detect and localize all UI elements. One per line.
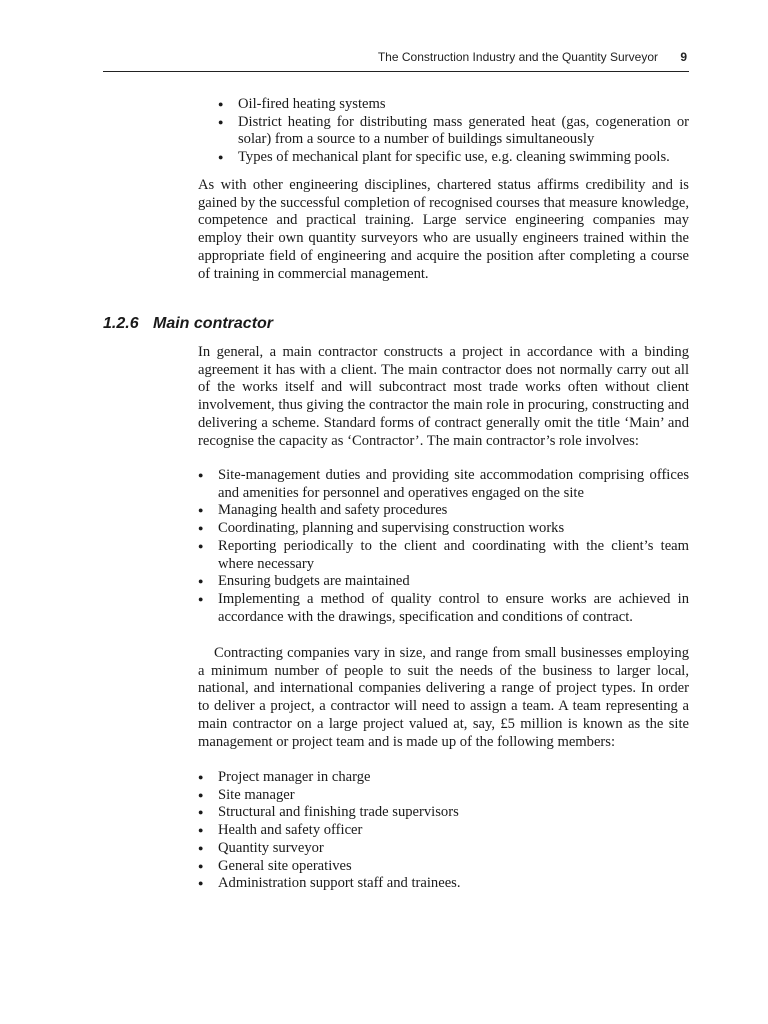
- page-number: 9: [680, 50, 687, 64]
- list-item: ● Implementing a method of quality control to ensure works are achieved in accordance with the drawings, specification and conditions of contract.: [198, 591, 689, 626]
- list-item: ● Oil-fired heating systems: [218, 96, 689, 114]
- contractor-role-list: [198, 467, 689, 626]
- running-title: The Construction Industry and the Quantity Surveyor: [377, 50, 658, 64]
- list-item: ● Managing health and safety procedures: [198, 502, 689, 520]
- section-heading: [103, 315, 273, 333]
- main-contractor-paragraph: In general, a main contractor constructs a project in accordance with a binding agreement it has with a client. The main contractor does not normally carry out all of the works itself and will subcontract most trade works often without client involvement, thus giving the contractor the main role in procuring, constructing and delivering a scheme. Standard forms of contract generally omit the title ‘Main’ and recognise the capacity as ‘Contractor’. The main contractor’s role involves:: [198, 344, 689, 449]
- list-item: ● Structural and finishing trade supervisors: [198, 804, 689, 822]
- engineering-paragraph: As with other engineering disciplines, chartered status affirms credibility and is gained by the successful completion of recognised courses that measure knowledge, competence and practical training. Large service engineering companies may employ their own quantity surveyors who are usually engineers trained within the appropriate field of engineering and acquire the position after completing a course of training in commercial management.: [198, 177, 689, 282]
- list-item: ● Project manager in charge: [198, 769, 689, 787]
- section-number: 1.2.6: [103, 315, 139, 332]
- project-team-list: [198, 769, 689, 893]
- contracting-companies-paragraph: Contracting companies vary in size, and range from small businesses employing a minimum number of people to suit the needs of the business to larger local, national, and international companies delivering a range of project types. In order to deliver a project, a contractor will need to assign a team. A team representing a main contractor on a large project valued at, say, £5 million is known as the site management or project team and is made up of the following members:: [198, 645, 689, 750]
- list-item: ● Administration support staff and trainees.: [198, 875, 689, 893]
- list-item: ● Site manager: [198, 787, 689, 805]
- section-title: Main contractor: [153, 315, 274, 332]
- list-item: ● Ensuring budgets are maintained: [198, 573, 689, 591]
- list-item: ● General site operatives: [198, 858, 689, 876]
- list-item: ● Types of mechanical plant for specific use, e.g. cleaning swimming pools.: [218, 149, 689, 167]
- list-item: ● Health and safety officer: [198, 822, 689, 840]
- list-item: ● Coordinating, planning and supervising construction works: [198, 520, 689, 538]
- list-item: ● Site-management duties and providing site accommodation comprising offices and amenities for personnel and operatives engaged on the site: [198, 467, 689, 502]
- running-header: [103, 49, 689, 72]
- list-item: ● Reporting periodically to the client and coordinating with the client’s team where necessary: [198, 538, 689, 573]
- list-item: ● Quantity surveyor: [198, 840, 689, 858]
- list-item: ● District heating for distributing mass generated heat (gas, cogeneration or solar) from a source to a number of buildings simultaneously: [218, 114, 689, 149]
- heating-systems-list: [218, 96, 689, 167]
